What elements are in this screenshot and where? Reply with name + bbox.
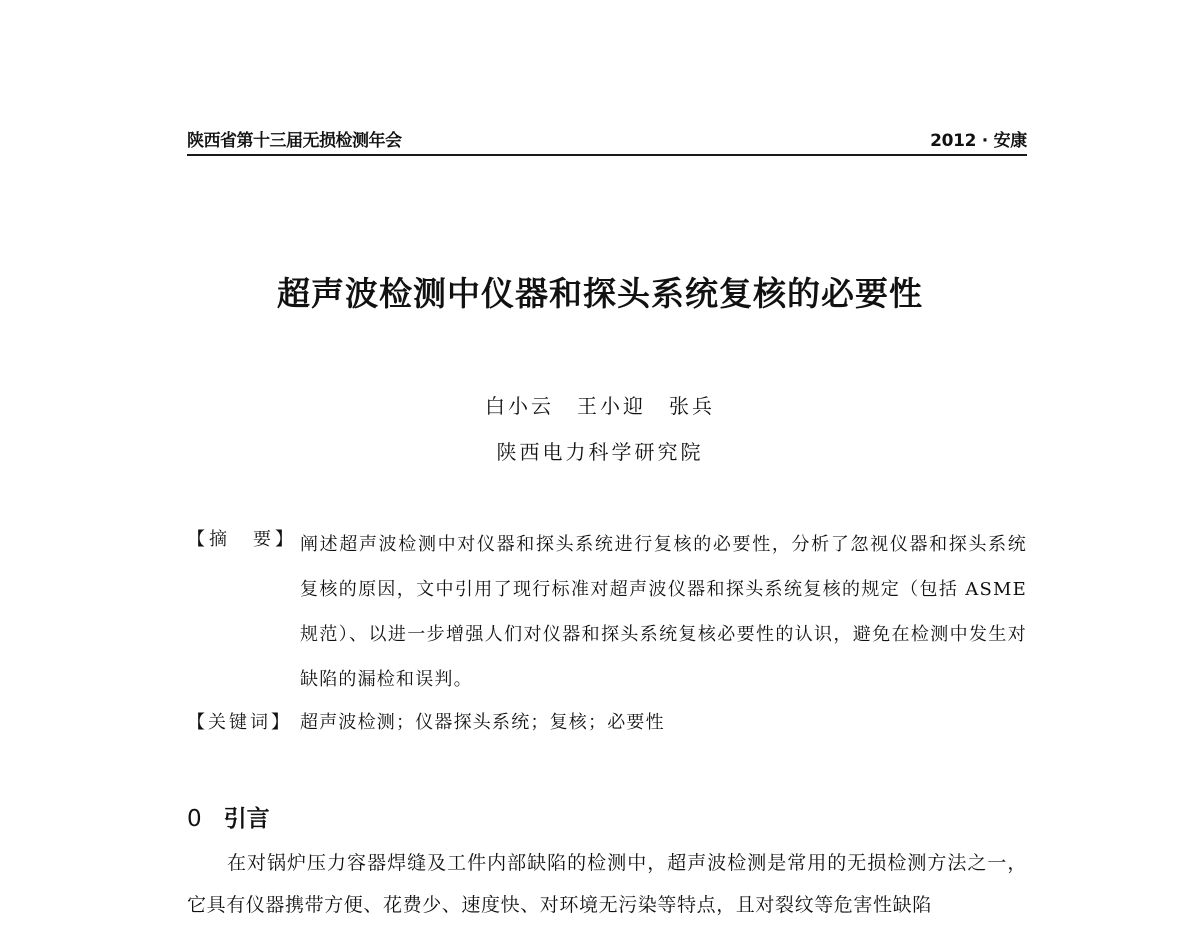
abstract-text: 阐述超声波检测中对仪器和探头系统进行复核的必要性，分析了忽视仪器和探头系统复核的原因，文中引用了现行标准对超声波仪器和探头系统复核的规定（包括 ASME 规范）、以进一步增强人们对仪器和探头系统复核必要性的认识，避免在检测中发生对缺陷的漏检和误判。 [300,534,1027,690]
year-location: 2012 · 安康 [930,131,1027,151]
keywords-text: 超声波检测；仪器探头系统；复核；必要性 [300,712,665,733]
running-header [187,124,1027,156]
section-title: 引言 [223,806,270,832]
author-list: 白小云 王小迎 张兵 [485,394,715,418]
paper-title: 超声波检测中仪器和探头系统复核的必要性 [277,274,923,313]
author-affiliation: 陕西电力科学研究院 [496,440,704,464]
keywords-label: 【关键词】 [187,712,292,733]
body-paragraph: 在对锅炉压力容器焊缝及工件内部缺陷的检测中，超声波检测是常用的无损检测方法之一，它具有仪器携带方便、花费少、速度快、对环境无污染等特点，且对裂纹等危害性缺陷 [187,852,1027,916]
section-heading [187,800,270,833]
conference-name: 陕西省第十三届无损检测年会 [187,131,402,151]
section-number: 0 [187,806,202,832]
abstract-label: 【摘 要】 [187,529,297,550]
